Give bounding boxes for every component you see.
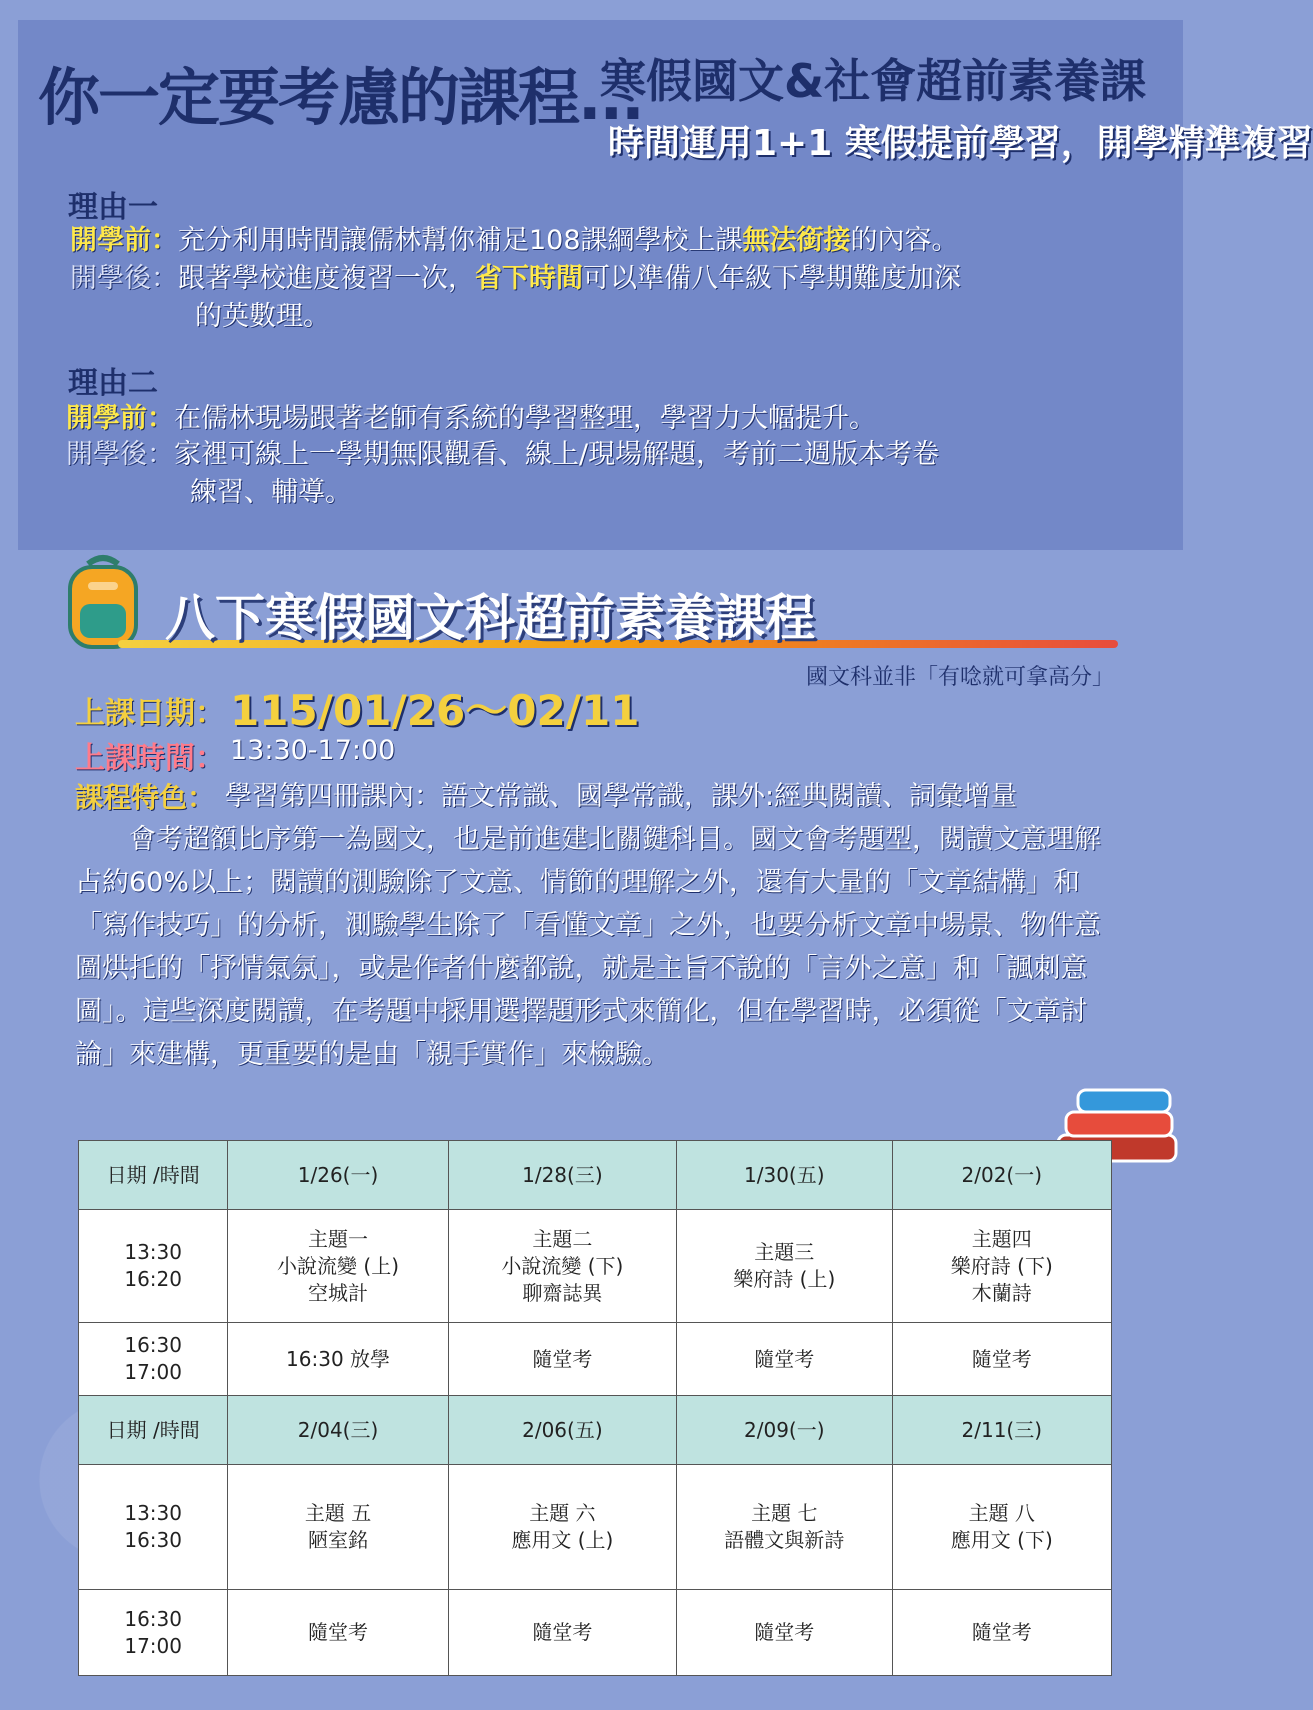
topic-cell: 主題 六 應用文 (上) — [448, 1465, 676, 1590]
topic-cell: 主題 七 語體文與新詩 — [677, 1465, 893, 1590]
date-cell: 1/30(五) — [677, 1141, 893, 1210]
feature-body: 會考超額比序第一為國文，也是前進建北關鍵科目。國文會考題型，閱讀文意理解占約60%以上；閱讀的測驗除了文意、情節的理解之外，還有大量的「文章結構」和「寫作技巧」的分析，測驗學生除了「看懂文章」之外，也要分析文章中場景、物件意圖烘托的「抒情氣氛」，或是作者什麼都說，就是主旨不說的「言外之意」和「諷刺意圖」。這些深度閱讀，在考題中採用選擇題形式來簡化，但在學習時，必須從「文章討論」來建構，更重要的是由「親手實作」來檢驗。 — [75, 824, 1101, 1070]
subtitle-course: 寒假國文&社會超前素養課 — [600, 54, 1147, 108]
reason-one-before-text-a: 充分利用時間讓儒林幫你補足108課綱學校上課 — [178, 225, 743, 256]
reason-two-after — [66, 436, 939, 474]
quiz-cell: 隨堂考 — [892, 1323, 1111, 1396]
schedule-table — [78, 1140, 1112, 1676]
main-title: 你一定要考慮的課程... — [38, 61, 643, 134]
reason-one-before — [70, 222, 959, 260]
date-cell: 2/06(五) — [448, 1396, 676, 1465]
highlight-cannot-connect: 無法銜接 — [742, 225, 851, 256]
topic-cell: 主題三 樂府詩 (上) — [677, 1210, 893, 1323]
reason-one-heading: 理由一 — [68, 190, 158, 225]
time-label: 上課時間： — [75, 741, 225, 776]
date-cell: 2/04(三) — [228, 1396, 448, 1465]
reason-one-before-text-b: 的內容。 — [850, 225, 959, 256]
subtitle-slogan: 時間運用1+1 寒假提前學習，開學精準複習 — [608, 123, 1313, 164]
reason-one-after-cont: 的英數理。 — [195, 301, 330, 332]
reason-two-after-text-a: 家裡可線上一學期無限觀看、線上/現場解題，考前二週版本考卷 — [174, 439, 940, 470]
section-note: 國文科並非「有唸就可拿高分」 — [806, 665, 1115, 690]
table-row — [79, 1590, 1112, 1676]
quiz-cell: 隨堂考 — [892, 1590, 1111, 1676]
header-cell: 日期 /時間 — [79, 1141, 228, 1210]
before-tag: 開學前： — [70, 225, 178, 256]
quiz-cell: 隨堂考 — [448, 1323, 676, 1396]
reason-two-before — [66, 400, 876, 438]
quiz-cell: 隨堂考 — [228, 1590, 448, 1676]
backpack-icon — [58, 552, 148, 652]
topic-cell: 主題 八 應用文 (下) — [892, 1465, 1111, 1590]
time-cell: 16:30 17:00 — [79, 1590, 228, 1676]
highlight-save-time: 省下時間 — [475, 263, 583, 294]
topic-cell: 主題一 小說流變 (上) 空城計 — [228, 1210, 448, 1323]
reason-two-heading: 理由二 — [68, 366, 158, 401]
time-cell: 16:30 17:00 — [79, 1323, 228, 1396]
topic-cell: 主題 五 陋室銘 — [228, 1465, 448, 1590]
reason-one-after-text-a: 跟著學校進度複習一次， — [178, 263, 475, 294]
date-cell: 2/02(一) — [892, 1141, 1111, 1210]
date-cell: 1/26(一) — [228, 1141, 448, 1210]
after-tag: 開學後： — [70, 263, 178, 294]
date-label: 上課日期： — [75, 696, 225, 731]
feature-label: 課程特色： — [75, 781, 216, 814]
quiz-cell: 隨堂考 — [677, 1323, 893, 1396]
table-row — [79, 1210, 1112, 1323]
before-tag: 開學前： — [66, 403, 174, 434]
date-cell: 2/09(一) — [677, 1396, 893, 1465]
section-title: 八下寒假國文科超前素養課程 — [165, 589, 815, 647]
quiz-cell: 隨堂考 — [448, 1590, 676, 1676]
table-row — [79, 1465, 1112, 1590]
quiz-cell: 16:30 放學 — [228, 1323, 448, 1396]
feature-line-one: 學習第四冊課內：語文常識、國學常識，課外:經典閱讀、詞彙增量 — [225, 781, 1018, 812]
date-cell: 1/28(三) — [448, 1141, 676, 1210]
time-value: 13:30-17:00 — [230, 735, 396, 766]
time-cell: 13:30 16:30 — [79, 1465, 228, 1590]
reason-one-after — [70, 260, 961, 298]
reason-two-before-text: 在儒林現場跟著老師有系統的學習整理，學習力大幅提升。 — [174, 403, 876, 434]
table-header-row — [79, 1141, 1112, 1210]
time-cell: 13:30 16:20 — [79, 1210, 228, 1323]
table-header-row — [79, 1396, 1112, 1465]
feature-text — [75, 775, 1115, 1076]
topic-cell: 主題四 樂府詩 (下) 木蘭詩 — [892, 1210, 1111, 1323]
reason-two-after-cont: 練習、輔導。 — [190, 477, 352, 508]
quiz-cell: 隨堂考 — [677, 1590, 893, 1676]
table-row — [79, 1323, 1112, 1396]
date-value: 115/01/26～02/11 — [230, 686, 640, 735]
after-tag: 開學後： — [66, 439, 174, 470]
topic-cell: 主題二 小說流變 (下) 聊齋誌異 — [448, 1210, 676, 1323]
header-cell: 日期 /時間 — [79, 1396, 228, 1465]
date-cell: 2/11(三) — [892, 1396, 1111, 1465]
reason-one-after-text-b: 可以準備八年級下學期難度加深 — [583, 263, 961, 294]
